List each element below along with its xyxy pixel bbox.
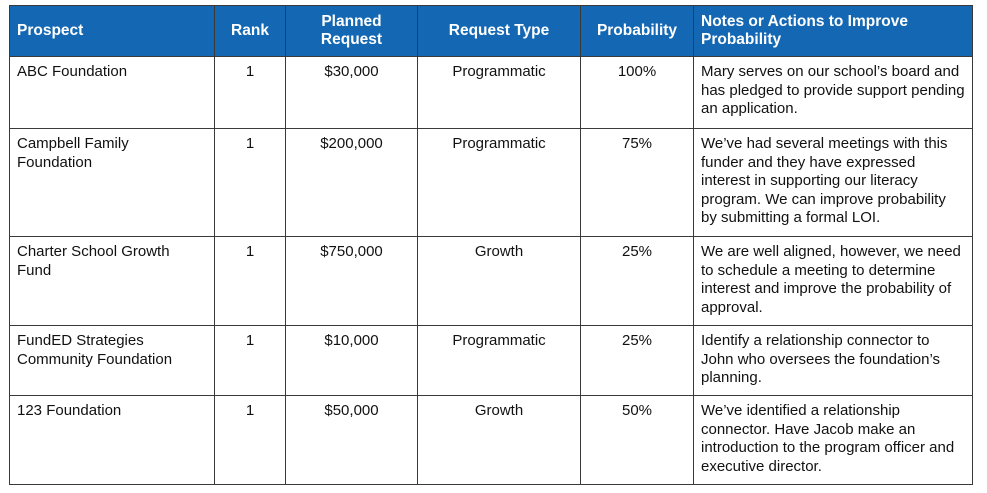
cell-prospect: FundED Strategies Community Foundation (10, 326, 215, 396)
cell-notes: Mary serves on our school’s board and has pledged to provide support pending an application. (694, 57, 973, 129)
cell-request-type: Programmatic (418, 129, 581, 237)
header-row (10, 6, 973, 57)
table-body (10, 57, 973, 485)
cell-planned-request: $50,000 (286, 396, 418, 485)
cell-rank: 1 (215, 129, 286, 237)
cell-rank: 1 (215, 326, 286, 396)
cell-prospect: 123 Foundation (10, 396, 215, 485)
table-header (10, 6, 973, 57)
header-request-type: Request Type (418, 6, 581, 57)
header-planned-request: Planned Request (286, 6, 418, 57)
cell-notes: We’ve had several meetings with this funder and they have expressed interest in supporting our literacy program. We can improve probability by submitting a formal LOI. (694, 129, 973, 237)
header-probability: Probability (581, 6, 694, 57)
cell-notes: Identify a relationship connector to John who oversees the foundation’s planning. (694, 326, 973, 396)
prospect-table (9, 5, 973, 485)
cell-planned-request: $10,000 (286, 326, 418, 396)
header-prospect: Prospect (10, 6, 215, 57)
cell-request-type: Programmatic (418, 326, 581, 396)
cell-prospect: ABC Foundation (10, 57, 215, 129)
cell-rank: 1 (215, 237, 286, 326)
cell-notes: We are well aligned, however, we need to schedule a meeting to determine interest and improve the probability of approval. (694, 237, 973, 326)
cell-probability: 25% (581, 326, 694, 396)
cell-request-type: Growth (418, 237, 581, 326)
cell-rank: 1 (215, 396, 286, 485)
cell-request-type: Programmatic (418, 57, 581, 129)
cell-planned-request: $750,000 (286, 237, 418, 326)
cell-prospect: Charter School Growth Fund (10, 237, 215, 326)
cell-request-type: Growth (418, 396, 581, 485)
table-row (10, 57, 973, 129)
table-row (10, 129, 973, 237)
cell-probability: 50% (581, 396, 694, 485)
cell-rank: 1 (215, 57, 286, 129)
cell-planned-request: $200,000 (286, 129, 418, 237)
table-row (10, 237, 973, 326)
table-row (10, 396, 973, 485)
cell-planned-request: $30,000 (286, 57, 418, 129)
header-rank: Rank (215, 6, 286, 57)
cell-notes: We’ve identified a relationship connector. Have Jacob make an introduction to the program officer and executive director. (694, 396, 973, 485)
header-notes: Notes or Actions to Improve Probability (694, 6, 973, 57)
cell-probability: 75% (581, 129, 694, 237)
cell-probability: 25% (581, 237, 694, 326)
table-row (10, 326, 973, 396)
cell-prospect: Campbell Family Foundation (10, 129, 215, 237)
cell-probability: 100% (581, 57, 694, 129)
